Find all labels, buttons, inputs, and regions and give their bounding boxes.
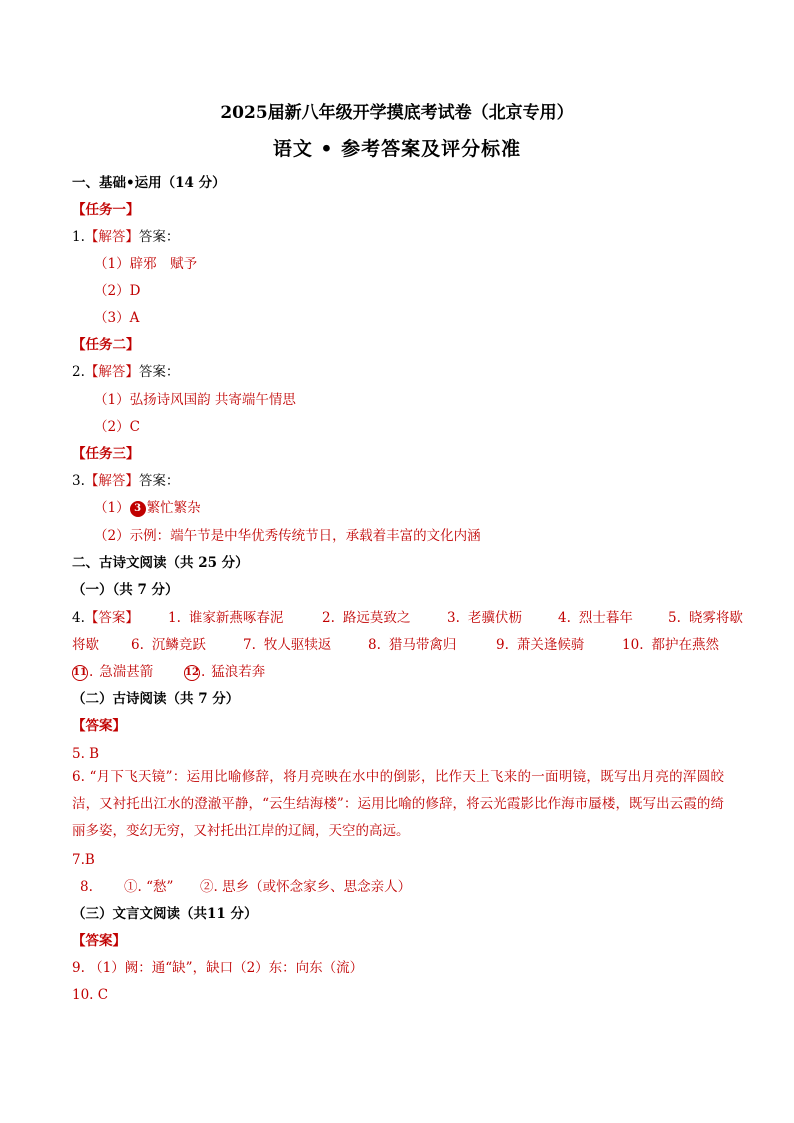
answer-3-2: （2）示例：端午节是中华优秀传统节日，承载着丰富的文化内涵 <box>94 528 481 544</box>
answer-prefix: （1） <box>94 500 130 516</box>
answer-7: 7.B <box>72 852 95 868</box>
item-number: 9 <box>496 637 505 653</box>
recitation-item-3: 3. 老骥伏枥 <box>447 610 522 626</box>
item-number: 5 <box>668 610 677 626</box>
answer-tag-part-2: 【答案】 <box>72 718 126 734</box>
circled-number-3: 3 <box>130 501 146 517</box>
question-2 <box>72 362 179 382</box>
item-number: 2 <box>322 610 331 626</box>
question-4-row-1 <box>72 608 139 628</box>
answer-1-2: （2）D <box>94 283 141 299</box>
item-text: 猛浪若奔 <box>211 664 266 680</box>
item-number: 8 <box>368 637 377 653</box>
task-label-3: 【任务三】 <box>72 446 140 462</box>
question-tag: 【解答】 <box>84 473 139 489</box>
answer-1-3: （3）A <box>94 310 140 326</box>
item-number: 12 <box>184 665 200 681</box>
task-label-1: 【任务一】 <box>72 202 140 218</box>
answer-tag-part-3: 【答案】 <box>72 933 126 949</box>
question-tag: 【答案】 <box>84 610 139 626</box>
item-text: 谁家新燕啄春泥 <box>188 610 284 626</box>
item-number: 11 <box>72 665 88 681</box>
item-text: 老骥伏枥 <box>467 610 522 626</box>
answer-text: 繁忙繁杂 <box>146 500 201 516</box>
item-number: 3 <box>447 610 456 626</box>
document-title: 2025届新八年级开学摸底考试卷（北京专用） <box>220 103 574 123</box>
item-text: 烈士暮年 <box>578 610 633 626</box>
question-tag: 【解答】 <box>84 229 139 245</box>
item-number: 6 <box>131 637 140 653</box>
item-number: 7 <box>243 637 252 653</box>
item-text: 晓雾将歇 <box>688 610 743 626</box>
question-number: 3. <box>72 473 85 489</box>
item-number: 10 <box>622 637 640 653</box>
part-heading-1: （一）（共 7 分） <box>72 582 179 598</box>
item-number: 4 <box>558 610 567 626</box>
item-text: 猎马带禽归 <box>388 637 457 653</box>
recitation-item-4: 4. 烈士暮年 <box>558 610 633 626</box>
question-1 <box>72 227 179 247</box>
answer-5: 5. B <box>72 746 100 762</box>
recitation-item-5: 5. 晓雾将歇 <box>668 610 743 626</box>
answer-8-b: ②. 思乡（或怀念家乡、思念亲人） <box>200 879 412 895</box>
recitation-item-12: 12 . 猛浪若奔 <box>185 664 266 680</box>
question-tag: 【解答】 <box>84 364 139 380</box>
item-text: 路远莫致之 <box>342 610 411 626</box>
task-label-2: 【任务二】 <box>72 337 140 353</box>
recitation-item-11: 11 . 急湍甚箭 <box>73 664 154 680</box>
question-number: 4. <box>72 610 85 626</box>
answer-8-a: ①. “愁” <box>124 879 174 895</box>
recitation-item-10: 10. 都护在燕然 <box>622 637 719 653</box>
question-text: 答案： <box>138 229 180 245</box>
question-3 <box>72 471 179 491</box>
part-heading-2: （二）古诗阅读（共 7 分） <box>72 691 240 707</box>
item-text: 急湍甚箭 <box>99 664 154 680</box>
document-subtitle: 语文 • 参考答案及评分标准 <box>272 138 522 160</box>
part-heading-3: （三）文言文阅读（共11 分） <box>72 906 258 922</box>
item-text: 都护在燕然 <box>651 637 719 653</box>
recitation-item-7: 7. 牧人驱犊返 <box>243 637 332 653</box>
question-number: 2. <box>72 364 85 380</box>
item-text: 萧关逢候骑 <box>516 637 585 653</box>
item-text: 牧人驱犊返 <box>263 637 332 653</box>
recitation-item-1: 1. 谁家新燕啄春泥 <box>168 610 284 626</box>
recitation-item-5-cont: 将歇 <box>72 637 99 653</box>
question-number: 1. <box>72 229 85 245</box>
answer-2-1: （1）弘扬诗风国韵 共寄端午情思 <box>94 392 296 408</box>
question-text: 答案： <box>138 364 180 380</box>
answer-9: 9. （1）阙：通“缺”，缺口（2）东：向东（流） <box>72 960 364 976</box>
answer-6: 6. “月下飞天镜”：运用比喻修辞，将月亮映在水中的倒影，比作天上飞来的一面明镜，既写出月亮的浑圆皎洁，又衬托出江水的澄澈平静，“云生结海楼”：运用比喻的修辞，将云光霞影比作海市蜃楼，既写出云霞的绮丽多姿，变幻无穷，又衬托出江岸的辽阔，天空的高远。 <box>72 769 724 839</box>
recitation-item-8: 8. 猎马带禽归 <box>368 637 457 653</box>
answer-2-2: （2）C <box>94 419 140 435</box>
item-text: 沉鳞竞跃 <box>151 637 206 653</box>
recitation-item-6: 6. 沉鳞竞跃 <box>131 637 206 653</box>
section-heading-classical: 二、古诗文阅读（共 25 分） <box>72 555 249 571</box>
answer-1-1: （1）辟邪 赋予 <box>94 256 198 272</box>
answer-10: 10. C <box>72 987 109 1003</box>
answer-3-1 <box>94 498 201 518</box>
recitation-item-9: 9. 萧关逢候骑 <box>496 637 585 653</box>
answer-8-number: 8. <box>80 879 93 895</box>
section-heading-basics: 一、基础•运用（14 分） <box>72 175 226 191</box>
question-text: 答案： <box>138 473 180 489</box>
item-number: 1 <box>168 610 177 626</box>
recitation-item-2: 2. 路远莫致之 <box>322 610 411 626</box>
